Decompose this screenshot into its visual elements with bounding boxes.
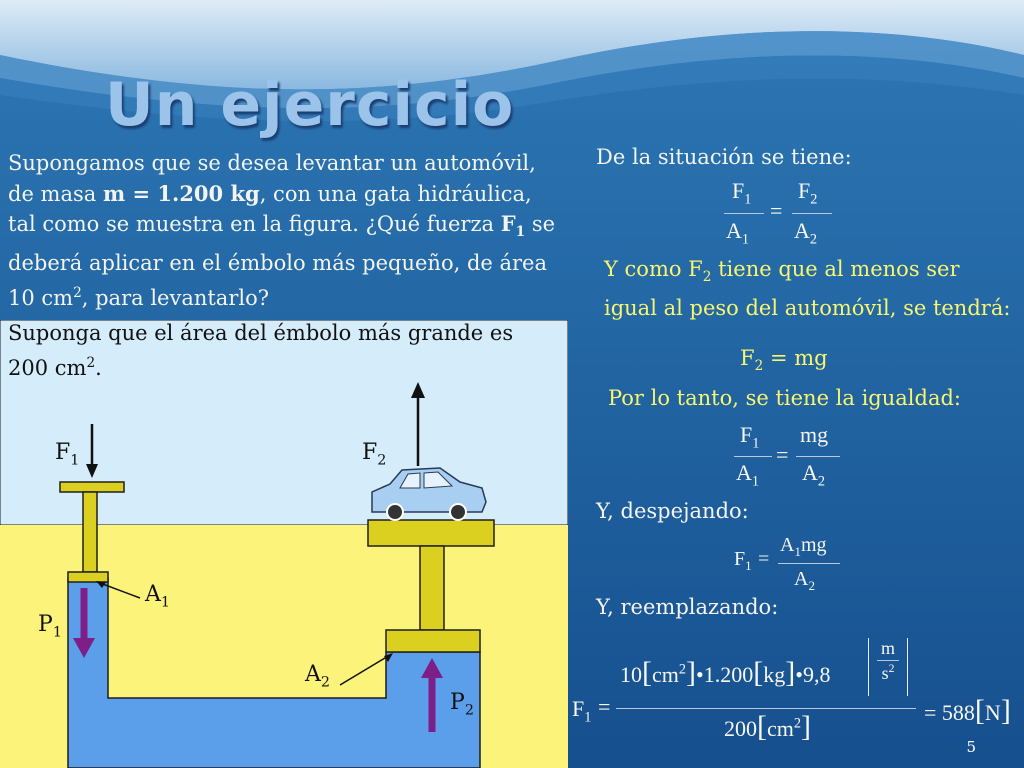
f2-condition-line: Y como $F_2$ tiene que al menos ser <box>604 257 960 286</box>
therefore-text: Por lo tanto, se tiene la igualdad: <box>608 386 961 410</box>
label-p2: $P_2$ <box>450 690 474 719</box>
label-f1: $F_1$ <box>55 440 80 469</box>
label-a1: $A_1$ <box>145 582 170 611</box>
assumption-line: 200 $cm^2$. <box>8 355 102 380</box>
f2-condition-line: igual al peso del automóvil, se tendrá: <box>604 295 1011 320</box>
assumption-text <box>8 318 513 383</box>
f2-condition-text <box>604 254 1010 323</box>
problem-text <box>8 148 568 314</box>
equation-ratio: $F_1$ $A_1$ = $F_2$ $A_2$ <box>720 178 840 250</box>
problem-line: tal como se muestra en la figura. ¿Qué fuerza $F_1$ se <box>8 211 556 241</box>
equation-substitution: $F_1$ = $10[cm^2]•1.200[kg]•9,8$ m $s^2$ $200[cm^2]$ = 588[N] <box>572 638 1011 743</box>
replacing-text: Y, reemplazando: <box>596 595 779 619</box>
assumption-line: Suponga que el área del émbolo más grande es <box>8 321 514 345</box>
solving-text: Y, despejando: <box>596 499 749 523</box>
slide-title: Un ejercicio <box>105 70 515 140</box>
equation-equality: $F_1$ $A_1$ = mg $A_2$ <box>730 422 850 494</box>
label-p1: $P_1$ <box>38 612 62 641</box>
label-f2: $F_2$ <box>362 440 387 469</box>
slide-number: 5 <box>966 738 976 756</box>
hydraulic-jack-diagram <box>0 320 568 768</box>
situation-text: De la situación se tiene: <box>596 145 852 169</box>
problem-line: de masa m = 1.200 kg, con una gata hidráulica, <box>8 180 532 206</box>
problem-line: 10 $cm^2$, para levantarlo? <box>8 285 269 311</box>
f2-equals-mg: $F_2$ = mg <box>740 346 828 375</box>
problem-line: Supongamos que se desea levantar un automóvil, <box>8 151 536 175</box>
label-a2: $A_2$ <box>305 662 330 691</box>
equation-solved: $F_1$ = $A_1mg$ $A_2$ <box>734 534 864 598</box>
problem-line: deberá aplicar en el émbolo más pequeño, de área <box>8 250 547 275</box>
